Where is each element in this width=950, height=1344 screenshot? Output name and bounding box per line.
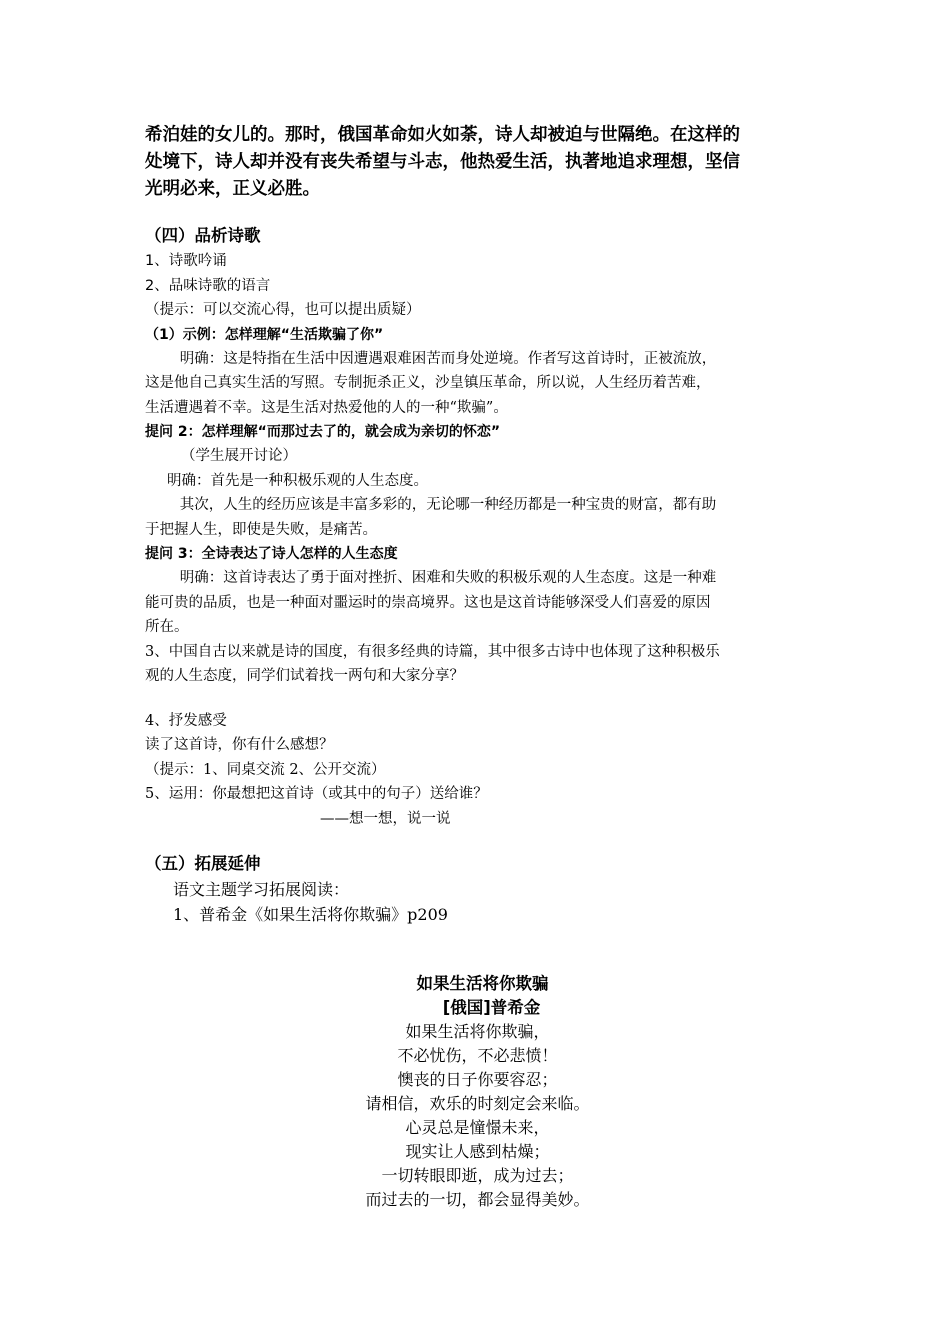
poem-line: 而过去的一切，都会显得美妙。 <box>365 1190 590 1209</box>
answer-2-line-1: 其次，人生的经历应该是丰富多彩的，无论哪一种经历都是一种宝贵的财富，都有助 <box>179 497 717 513</box>
answer-2-first: 明确：首先是一种积极乐观的人生态度。 <box>167 472 428 489</box>
question-1: （1）示例：怎样理解“生活欺骗了你” <box>145 326 384 343</box>
document-body <box>145 122 810 927</box>
section-5-title: （五）拓展延伸 <box>145 854 261 873</box>
section-4-hint: （提示：可以交流心得，也可以提出质疑） <box>145 302 421 318</box>
answer-2-line-2: 于把握人生，即使是失败，是痛苦。 <box>145 521 377 538</box>
section-4-item-3-line-1: 3、中国自古以来就是诗的国度，有很多经典的诗篇，其中很多古诗中也体现了这种积极乐 <box>145 643 720 660</box>
section-4-item-3-line-2: 观的人生态度，同学们试着找一两句和大家分享？ <box>145 668 464 684</box>
question-2-note: （学生展开讨论） <box>181 448 297 464</box>
answer-1-line-1: 明确：这是特指在生活中因遭遇艰难困苦而身处逆境。作者写这首诗时，正被流放， <box>179 350 717 367</box>
section-4-item-1: 1、诗歌吟诵 <box>145 253 227 269</box>
poem-line: 懊丧的日子你要容忍； <box>397 1070 558 1089</box>
section-5-reading: 语文主题学习拓展阅读： <box>173 880 350 899</box>
section-4-item-4-hint: （提示：1、同桌交流 2、公开交流） <box>145 761 386 778</box>
answer-3-line-3: 所在。 <box>145 619 189 635</box>
poem <box>145 972 810 1212</box>
poem-title: 如果生活将你欺骗 <box>416 974 549 993</box>
poem-line: 如果生活将你欺骗， <box>405 1022 550 1041</box>
intro-line-1: 希泊娃的女儿的。那时，俄国革命如火如荼，诗人却被迫与世隔绝。在这样的 <box>145 125 740 145</box>
poem-line: 一切转眼即逝，成为过去； <box>381 1166 574 1185</box>
poem-line: 不必忧伤，不必悲愤！ <box>397 1046 558 1065</box>
answer-1-line-3: 生活遭遇着不幸。这是生活对热爱他的人的一种“欺骗”。 <box>145 399 508 416</box>
section-5-item-1: 1、普希金《如果生活将你欺骗》p209 <box>173 905 448 924</box>
answer-3-line-1: 明确：这首诗表达了勇于面对挫折、困难和失败的积极乐观的人生态度。这是一种难 <box>179 570 717 586</box>
poem-line: 现实让人感到枯燥； <box>405 1142 550 1161</box>
intro-line-3: 光明必来，正义必胜。 <box>145 179 320 199</box>
answer-3-line-2: 能可贵的品质，也是一种面对噩运时的崇高境界。这也是这首诗能够深受人们喜爱的原因 <box>145 594 711 611</box>
section-4-item-4: 4、抒发感受 <box>145 712 227 729</box>
section-4-item-5: 5、运用：你最想把这首诗（或其中的句子）送给谁？ <box>145 786 488 802</box>
poem-author: [俄国]普希金 <box>442 998 541 1017</box>
section-4-item-4-question: 读了这首诗，你有什么感想？ <box>145 737 334 753</box>
section-4-title: （四）品析诗歌 <box>145 226 261 245</box>
poem-line: 心灵总是憧憬未来， <box>405 1118 550 1137</box>
answer-1-line-2: 这是他自己真实生活的写照。专制扼杀正义，沙皇镇压革命，所以说，人生经历着苦难， <box>145 375 711 391</box>
question-3: 提问 3：全诗表达了诗人怎样的人生态度 <box>145 546 398 562</box>
question-2: 提问 2：怎样理解“而那过去了的，就会成为亲切的怀恋” <box>145 424 501 440</box>
section-4-item-5-sign: ——想一想，说一说 <box>320 810 451 827</box>
intro-line-2: 处境下，诗人却并没有丧失希望与斗志，他热爱生活，执著地追求理想，坚信 <box>145 152 740 172</box>
poem-line: 请相信，欢乐的时刻定会来临。 <box>365 1094 590 1113</box>
section-4-item-2: 2、品味诗歌的语言 <box>145 277 271 294</box>
